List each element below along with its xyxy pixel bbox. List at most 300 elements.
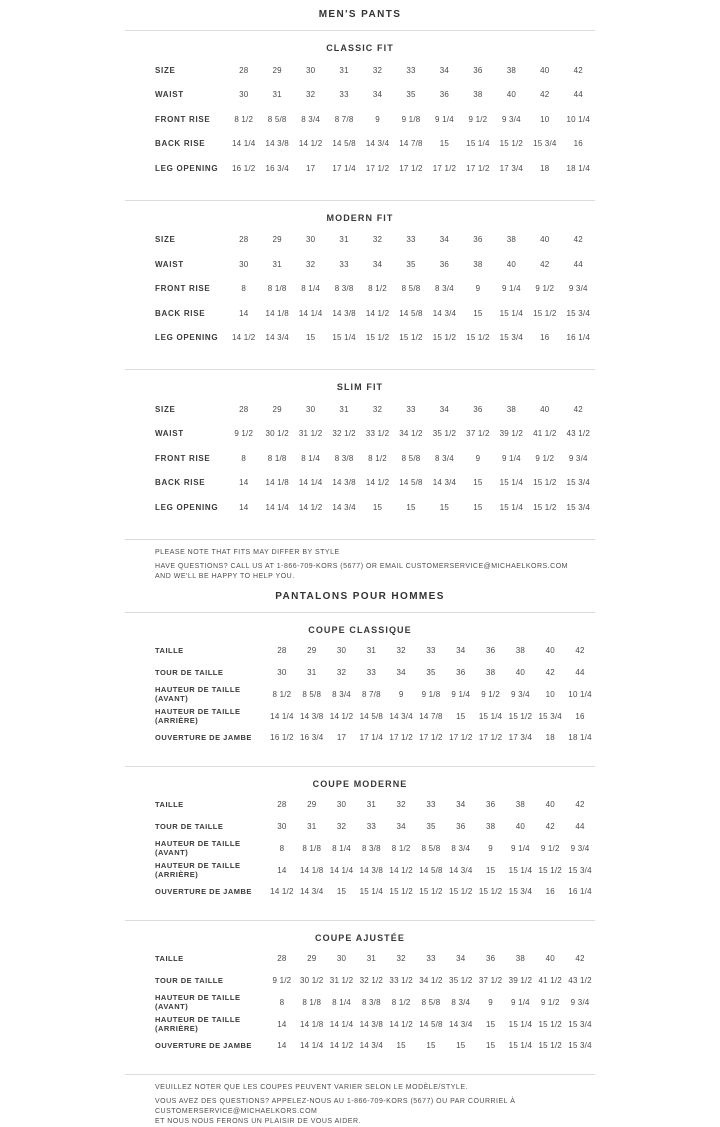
cell-value: 31 — [339, 235, 349, 245]
cell-value: 14 1/4 — [232, 139, 256, 149]
cell-value: 14 — [239, 478, 249, 488]
note-contact-fr-line2: ET NOUS NOUS FERONS UN PLAISIR DE VOUS AIDER. — [155, 1118, 361, 1126]
cell-value: 35 1/2 — [449, 975, 473, 985]
cell-value: 17 1/2 — [419, 733, 443, 743]
table-row — [125, 301, 595, 326]
cell-value: 31 — [272, 259, 282, 269]
note-fit-disclaimer-fr: VEUILLEZ NOTER QUE LES COUPES PEUVENT VARIER SELON LE MODÈLE/STYLE. — [155, 1083, 468, 1091]
note-contact — [155, 562, 595, 582]
row-label: SIZE — [155, 65, 176, 75]
cell-value: 30 1/2 — [265, 429, 289, 439]
cell-value: 14 5/8 — [359, 711, 384, 721]
cell-value: 34 — [372, 259, 383, 269]
cell-value: 15 — [396, 1041, 406, 1051]
cell-value: 14 — [239, 502, 249, 512]
cell-value: 34 — [396, 821, 406, 831]
cell-value: 15 — [372, 502, 383, 512]
table-title: SLIM FIT — [336, 382, 384, 392]
cell-value: 34 — [396, 667, 406, 677]
cell-value: 15 3/4 — [508, 887, 533, 897]
divider — [125, 1074, 595, 1075]
cell-value: 14 1/8 — [265, 308, 289, 318]
cell-value: 8 3/4 — [435, 284, 454, 294]
cell-value: 34 — [456, 800, 466, 810]
cell-value: 42 — [540, 90, 550, 100]
table-row — [125, 326, 595, 351]
cell-value: 9 3/4 — [570, 843, 590, 853]
cell-value: 34 — [439, 404, 450, 414]
row-label: BACK RISE — [155, 308, 206, 318]
cell-value: 8 3/8 — [361, 843, 381, 853]
cell-value: 29 — [307, 646, 317, 656]
cell-value: 8 1/2 — [234, 114, 254, 124]
cell-value: 14 1/8 — [299, 1019, 324, 1029]
cell-value: 8 3/8 — [334, 453, 354, 463]
cell-value: 33 — [406, 65, 416, 75]
cell-value: 38 — [515, 954, 526, 964]
cell-value: 14 5/8 — [332, 139, 356, 149]
cell-value: 36 — [485, 800, 496, 810]
row-label: LEG OPENING — [155, 333, 219, 343]
row-values — [267, 1041, 595, 1050]
row-values — [227, 260, 595, 269]
cell-value: 14 3/4 — [449, 1019, 473, 1029]
cell-value: 15 1/4 — [508, 1041, 533, 1051]
cell-value: 9 1/2 — [234, 429, 254, 439]
table-row — [125, 859, 595, 881]
cell-value: 31 1/2 — [298, 429, 323, 439]
cell-value: 17 3/4 — [508, 733, 533, 743]
cell-value: 15 — [439, 139, 450, 149]
cell-value: 34 — [372, 90, 383, 100]
cell-value: 32 — [305, 259, 316, 269]
table-rows — [125, 397, 595, 520]
cell-value: 18 — [545, 733, 555, 743]
cell-value: 14 1/2 — [298, 139, 323, 149]
notes-french — [125, 1084, 595, 1127]
row-label: WAIST — [155, 259, 184, 269]
cell-value: 17 1/2 — [466, 163, 490, 173]
cell-value: 10 1/4 — [568, 689, 592, 699]
cell-value: 8 3/8 — [334, 284, 354, 294]
cell-value: 15 1/2 — [365, 333, 390, 343]
cell-value: 15 3/4 — [566, 502, 590, 512]
row-values — [267, 690, 595, 699]
cell-value: 9 — [475, 453, 481, 463]
cell-value: 14 1/2 — [329, 711, 354, 721]
cell-value: 14 1/4 — [298, 478, 323, 488]
cell-value: 14 1/4 — [298, 308, 323, 318]
cell-value: 8 1/2 — [391, 843, 411, 853]
cell-value: 38 — [506, 235, 516, 245]
table-row — [125, 495, 595, 520]
cell-value: 15 — [485, 1019, 496, 1029]
cell-value: 15 1/2 — [538, 1019, 562, 1029]
row-label: LEG OPENING — [155, 163, 219, 173]
cell-value: 40 — [545, 646, 555, 656]
cell-value: 40 — [506, 259, 516, 269]
cell-value: 15 1/2 — [499, 139, 524, 149]
divider — [125, 920, 595, 921]
cell-value: 15 1/2 — [466, 333, 490, 343]
cell-value: 33 — [406, 235, 416, 245]
cell-value: 14 3/4 — [432, 478, 457, 488]
table-slim-fit — [125, 382, 595, 529]
cell-value: 40 — [545, 954, 555, 964]
cell-value: 15 1/2 — [533, 502, 557, 512]
cell-value: 15 3/4 — [568, 1019, 592, 1029]
cell-value: 30 — [305, 235, 316, 245]
cell-value: 15 — [426, 1041, 436, 1051]
cell-value: 34 1/2 — [419, 975, 443, 985]
cell-value: 14 — [239, 308, 249, 318]
cell-value: 14 1/2 — [389, 865, 413, 875]
table-row — [125, 1013, 595, 1035]
cell-value: 33 1/2 — [365, 429, 390, 439]
table-rows — [125, 640, 595, 749]
cell-value: 36 — [473, 404, 483, 414]
cell-value: 34 — [456, 646, 466, 656]
cell-value: 9 1/2 — [481, 689, 500, 699]
cell-value: 8 1/2 — [272, 689, 292, 699]
cell-value: 9 — [398, 689, 404, 699]
cell-value: 9 — [475, 284, 481, 294]
cell-value: 17 3/4 — [499, 163, 524, 173]
cell-value: 15 3/4 — [566, 308, 590, 318]
cell-value: 33 1/2 — [389, 975, 413, 985]
cell-value: 38 — [485, 821, 496, 831]
row-values — [267, 976, 595, 985]
cell-value: 42 — [545, 821, 555, 831]
cell-value: 34 — [456, 954, 466, 964]
cell-value: 28 — [277, 800, 287, 810]
row-values — [227, 139, 595, 148]
row-values — [227, 115, 595, 124]
row-label: HAUTEUR DE TAILLE (ARRIÈRE) — [155, 707, 241, 726]
cell-value: 15 1/2 — [538, 865, 562, 875]
cell-value: 28 — [239, 65, 249, 75]
cell-value: 36 — [473, 235, 483, 245]
row-values — [227, 429, 595, 438]
cell-value: 14 5/8 — [419, 1019, 443, 1029]
cell-value: 9 3/4 — [568, 284, 588, 294]
table-title: COUPE MODERNE — [312, 778, 408, 789]
row-label: OUVERTURE DE JAMBE — [155, 887, 252, 897]
cell-value: 36 — [485, 646, 496, 656]
cell-value: 30 — [336, 954, 347, 964]
cell-value: 15 3/4 — [499, 333, 524, 343]
table-row — [125, 991, 595, 1013]
cell-value: 33 — [366, 667, 376, 677]
cell-value: 42 — [573, 404, 583, 414]
cell-value: 42 — [573, 65, 583, 75]
cell-value: 8 5/8 — [421, 997, 441, 1007]
table-rows — [125, 948, 595, 1057]
cell-value: 9 — [375, 114, 380, 124]
table-title: COUPE AJUSTÉE — [315, 932, 405, 943]
divider — [125, 30, 595, 31]
cell-value: 32 — [396, 646, 406, 656]
cell-value: 16 — [575, 711, 585, 721]
cell-value: 18 1/4 — [568, 733, 592, 743]
row-label: LEG OPENING — [155, 502, 219, 512]
cell-value: 40 — [545, 800, 555, 810]
cell-value: 17 1/2 — [432, 163, 457, 173]
row-values — [267, 866, 595, 875]
cell-value: 15 — [485, 1041, 496, 1051]
cell-value: 15 1/4 — [508, 1019, 533, 1029]
cell-value: 9 — [488, 997, 493, 1007]
cell-value: 15 — [473, 502, 483, 512]
table-row — [125, 422, 595, 447]
cell-value: 15 1/4 — [499, 502, 524, 512]
cell-value: 38 — [515, 646, 526, 656]
row-label: OUVERTURE DE JAMBE — [155, 1041, 252, 1051]
cell-value: 15 3/4 — [566, 478, 590, 488]
table-row — [125, 794, 595, 816]
table-rows — [125, 228, 595, 351]
cell-value: 14 1/8 — [265, 478, 289, 488]
cell-value: 40 — [515, 667, 526, 677]
cell-value: 8 5/8 — [401, 453, 421, 463]
cell-value: 40 — [540, 235, 550, 245]
cell-value: 44 — [573, 259, 583, 269]
cell-value: 14 1/2 — [298, 502, 323, 512]
cell-value: 9 1/8 — [421, 689, 441, 699]
cell-value: 17 — [305, 163, 316, 173]
row-label: TOUR DE TAILLE — [155, 821, 224, 831]
cell-value: 15 1/2 — [478, 887, 503, 897]
cell-value: 14 1/4 — [329, 865, 354, 875]
cell-value: 16 3/4 — [299, 733, 324, 743]
table-row — [125, 83, 595, 108]
row-values — [227, 309, 595, 318]
notes-english — [125, 549, 595, 582]
cell-value: 38 — [485, 667, 496, 677]
cell-value: 16 1/4 — [566, 333, 590, 343]
cell-value: 15 3/4 — [568, 1041, 592, 1051]
row-label: WAIST — [155, 429, 184, 439]
divider — [125, 612, 595, 613]
table-row — [125, 252, 595, 277]
row-values — [227, 90, 595, 99]
cell-value: 36 — [439, 90, 450, 100]
cell-value: 8 3/4 — [301, 114, 321, 124]
cell-value: 16 1/2 — [232, 163, 256, 173]
cell-value: 9 3/4 — [501, 114, 521, 124]
cell-value: 15 — [456, 1041, 466, 1051]
table-classic-fit — [125, 43, 595, 190]
row-label: TOUR DE TAILLE — [155, 667, 224, 677]
cell-value: 9 1/4 — [511, 843, 530, 853]
cell-value: 9 1/8 — [401, 114, 421, 124]
cell-value: 29 — [272, 404, 282, 414]
cell-value: 10 1/4 — [566, 114, 590, 124]
cell-value: 14 3/4 — [359, 1041, 384, 1051]
cell-value: 28 — [277, 646, 287, 656]
row-label: TAILLE — [155, 646, 184, 656]
row-label: TOUR DE TAILLE — [155, 975, 224, 985]
cell-value: 15 1/2 — [419, 887, 443, 897]
table-row — [125, 727, 595, 749]
cell-value: 16 — [573, 139, 583, 149]
cell-value: 41 1/2 — [533, 429, 557, 439]
cell-value: 36 — [439, 259, 450, 269]
cell-value: 14 1/2 — [365, 478, 390, 488]
cell-value: 15 1/2 — [389, 887, 413, 897]
cell-value: 15 1/4 — [499, 308, 524, 318]
cell-value: 32 — [372, 65, 383, 75]
cell-value: 15 — [406, 502, 416, 512]
cell-value: 14 3/4 — [265, 333, 289, 343]
cell-value: 30 — [239, 259, 249, 269]
row-label: WAIST — [155, 90, 184, 100]
cell-value: 15 — [473, 308, 483, 318]
cell-value: 8 1/2 — [368, 284, 387, 294]
cell-value: 41 1/2 — [538, 975, 562, 985]
cell-value: 14 3/8 — [359, 1019, 384, 1029]
table-rows — [125, 58, 595, 181]
cell-value: 29 — [272, 65, 282, 75]
cell-value: 14 — [277, 1041, 287, 1051]
cell-value: 14 3/8 — [332, 308, 356, 318]
cell-value: 16 — [540, 333, 550, 343]
table-row — [125, 277, 595, 302]
cell-value: 16 — [545, 887, 555, 897]
cell-value: 30 — [336, 800, 347, 810]
cell-value: 14 3/8 — [359, 865, 384, 875]
cell-value: 18 1/4 — [566, 163, 590, 173]
row-label: FRONT RISE — [155, 114, 211, 124]
table-rows — [125, 794, 595, 903]
cell-value: 8 3/4 — [332, 689, 351, 699]
cell-value: 44 — [575, 821, 585, 831]
cell-value: 17 1/4 — [359, 733, 384, 743]
cell-value: 29 — [307, 800, 317, 810]
cell-value: 8 1/8 — [267, 453, 287, 463]
cell-value: 35 1/2 — [432, 429, 457, 439]
cell-value: 8 — [279, 997, 285, 1007]
cell-value: 8 — [241, 284, 247, 294]
cell-value: 9 1/2 — [535, 453, 555, 463]
row-values — [267, 822, 595, 831]
cell-value: 28 — [239, 235, 249, 245]
cell-value: 38 — [473, 259, 483, 269]
note-contact-line1: HAVE QUESTIONS? CALL US AT 1-866-709-KORS (5677) OR EMAIL CUSTOMERSERVICE@MICHAELKORS.COM — [155, 562, 568, 570]
divider — [125, 369, 595, 370]
cell-value: 15 1/2 — [538, 1041, 562, 1051]
cell-value: 8 5/8 — [421, 843, 441, 853]
table-row — [125, 107, 595, 132]
cell-value: 29 — [307, 954, 317, 964]
table-modern-fit — [125, 213, 595, 360]
table-row — [125, 58, 595, 83]
cell-value: 14 5/8 — [419, 865, 443, 875]
cell-value: 30 — [305, 404, 316, 414]
cell-value: 15 — [336, 887, 347, 897]
cell-value: 34 — [439, 65, 450, 75]
cell-value: 15 1/4 — [466, 139, 490, 149]
cell-value: 8 1/2 — [391, 997, 411, 1007]
row-values — [227, 478, 595, 487]
cell-value: 15 1/4 — [508, 865, 533, 875]
cell-value: 15 1/4 — [332, 333, 356, 343]
cell-value: 32 1/2 — [359, 975, 384, 985]
page-subtitle-french: PANTALONS POUR HOMMES — [275, 590, 445, 602]
cell-value: 14 1/4 — [299, 1041, 324, 1051]
row-values — [267, 1020, 595, 1029]
cell-value: 15 — [439, 502, 450, 512]
cell-value: 17 1/2 — [449, 733, 473, 743]
row-label: TAILLE — [155, 954, 184, 964]
row-label: HAUTEUR DE TAILLE (AVANT) — [155, 993, 241, 1012]
cell-value: 14 — [277, 865, 287, 875]
note-fit-disclaimer: PLEASE NOTE THAT FITS MAY DIFFER BY STYLE — [155, 548, 340, 556]
cell-value: 15 — [305, 333, 316, 343]
cell-value: 33 — [366, 821, 376, 831]
cell-value: 14 1/4 — [329, 1019, 354, 1029]
cell-value: 31 1/2 — [329, 975, 354, 985]
cell-value: 29 — [272, 235, 282, 245]
cell-value: 33 — [426, 954, 436, 964]
cell-value: 9 1/4 — [435, 114, 454, 124]
cell-value: 8 3/4 — [435, 453, 454, 463]
cell-value: 8 7/8 — [361, 689, 381, 699]
cell-value: 8 1/8 — [302, 843, 322, 853]
row-values — [227, 66, 595, 75]
cell-value: 8 — [279, 843, 285, 853]
cell-value: 36 — [485, 954, 496, 964]
cell-value: 28 — [239, 404, 249, 414]
row-values — [267, 800, 595, 809]
cell-value: 17 — [336, 733, 347, 743]
cell-value: 8 1/4 — [301, 453, 321, 463]
cell-value: 30 — [277, 667, 287, 677]
divider — [125, 200, 595, 201]
cell-value: 9 3/4 — [568, 453, 588, 463]
cell-value: 8 5/8 — [401, 284, 421, 294]
cell-value: 9 1/4 — [501, 453, 521, 463]
cell-value: 14 1/8 — [299, 865, 324, 875]
cell-value: 15 3/4 — [538, 711, 562, 721]
cell-value: 38 — [506, 404, 516, 414]
cell-value: 15 1/4 — [478, 711, 503, 721]
cell-value: 30 — [336, 646, 347, 656]
cell-value: 15 1/2 — [449, 887, 473, 897]
row-values — [267, 844, 595, 853]
cell-value: 8 5/8 — [302, 689, 322, 699]
table-row — [125, 640, 595, 662]
cell-value: 34 — [439, 235, 450, 245]
table-row — [125, 132, 595, 157]
cell-value: 31 — [307, 821, 317, 831]
table-coupe-classique — [125, 625, 595, 756]
row-values — [267, 712, 595, 721]
cell-value: 40 — [506, 90, 516, 100]
cell-value: 17 1/2 — [478, 733, 503, 743]
cell-value: 9 1/2 — [272, 975, 292, 985]
cell-value: 39 1/2 — [508, 975, 533, 985]
cell-value: 14 1/2 — [270, 887, 294, 897]
divider — [125, 539, 595, 540]
size-chart-page — [125, 0, 595, 1127]
cell-value: 37 1/2 — [466, 429, 490, 439]
cell-value: 14 3/4 — [432, 308, 457, 318]
cell-value: 8 3/4 — [451, 843, 471, 853]
cell-value: 17 1/2 — [389, 733, 413, 743]
cell-value: 44 — [575, 667, 585, 677]
table-row — [125, 881, 595, 903]
